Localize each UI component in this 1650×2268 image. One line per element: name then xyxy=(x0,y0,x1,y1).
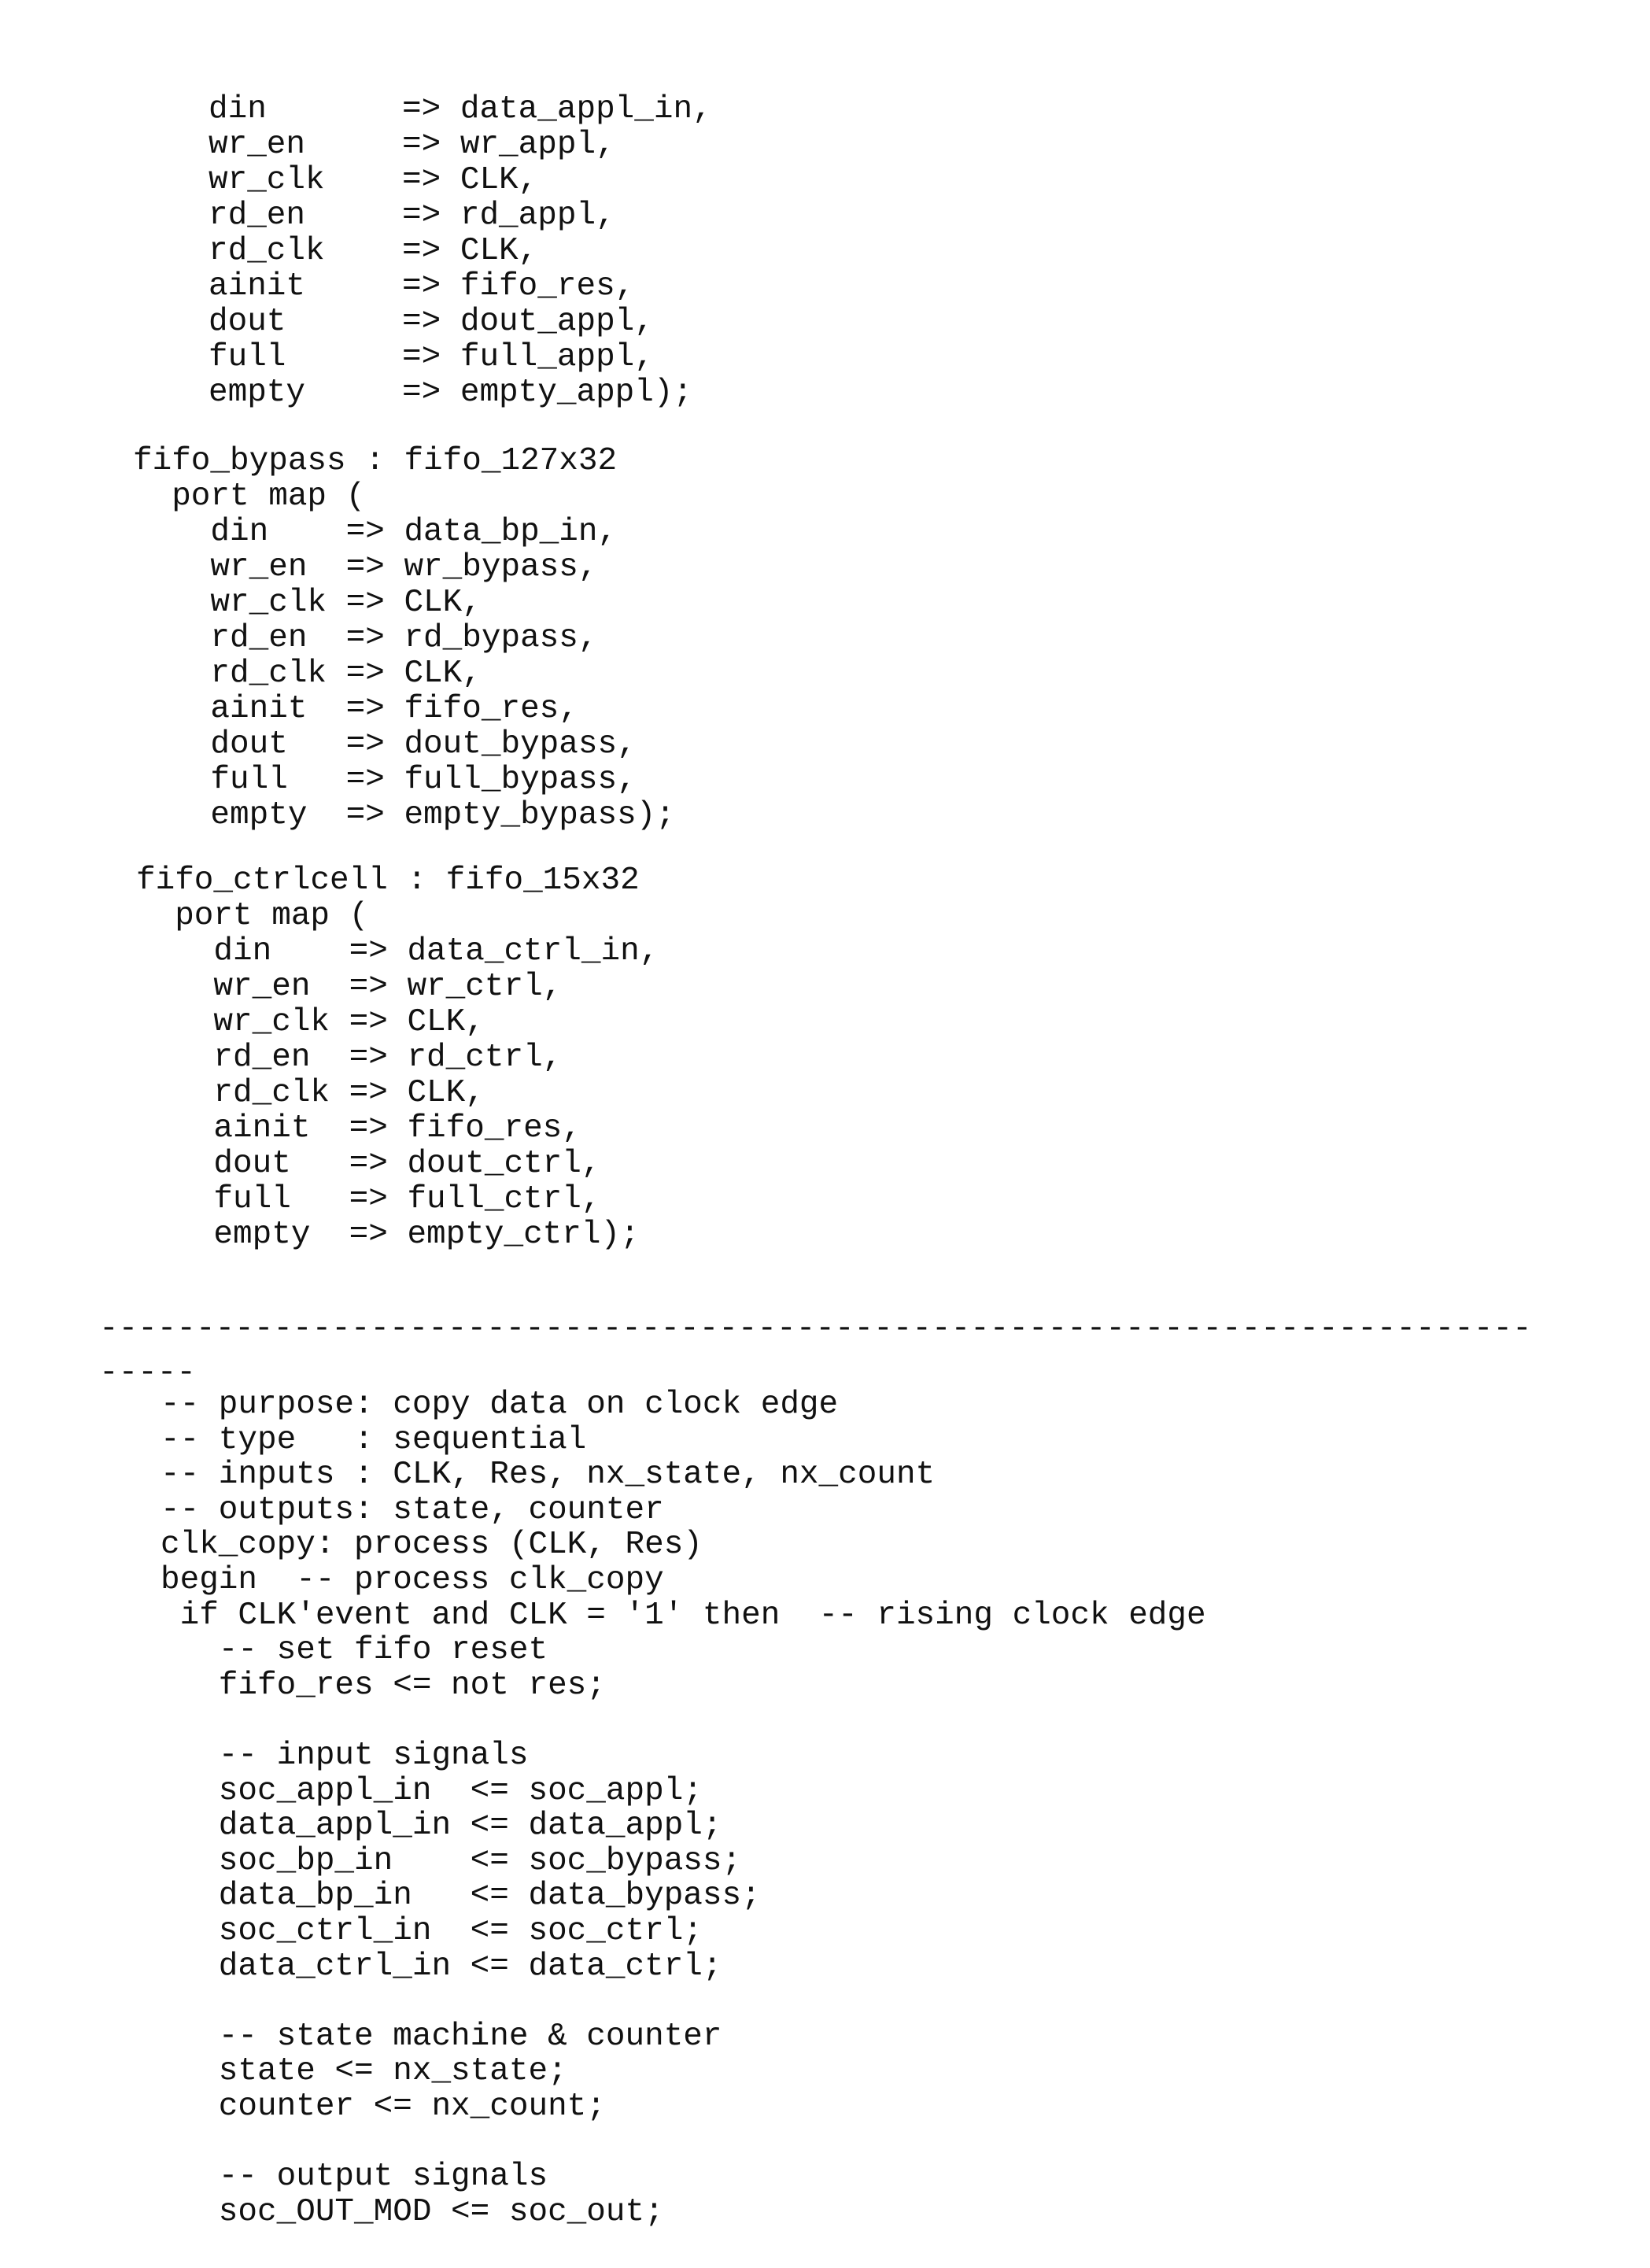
code-line xyxy=(161,1984,1206,2019)
code-line: -- type : sequential xyxy=(161,1423,1206,1458)
code-line: counter <= nx_count; xyxy=(161,2089,1206,2125)
code-line: wr_clk => CLK, xyxy=(209,163,712,198)
instance-header: fifo_ctrlcell : fifo_15x32 xyxy=(136,863,659,899)
code-line: wr_en => wr_bypass, xyxy=(133,550,675,585)
code-line: port map ( xyxy=(133,479,675,515)
code-line: -- input signals xyxy=(161,1738,1206,1774)
code-line: dout => dout_bypass, xyxy=(133,727,675,763)
code-line: -- inputs : CLK, Res, nx_state, nx_count xyxy=(161,1457,1206,1493)
fifo-appl-port-map xyxy=(209,92,712,411)
code-line: din => data_appl_in, xyxy=(209,92,712,127)
code-line: empty => empty_ctrl); xyxy=(136,1217,659,1253)
fifo-ctrlcell-instance xyxy=(136,863,659,1253)
code-line xyxy=(161,2124,1206,2159)
code-line: data_bp_in <= data_bypass; xyxy=(161,1878,1206,1914)
code-line: clk_copy: process (CLK, Res) xyxy=(161,1527,1206,1563)
code-line: rd_clk => CLK, xyxy=(209,234,712,269)
code-line: ainit => fifo_res, xyxy=(209,269,712,305)
code-line: soc_ctrl_in <= soc_ctrl; xyxy=(161,1914,1206,1949)
code-line: soc_bp_in <= soc_bypass; xyxy=(161,1844,1206,1879)
code-line: rd_en => rd_appl, xyxy=(209,198,712,234)
instance-header: fifo_bypass : fifo_127x32 xyxy=(133,444,675,479)
code-line: port map ( xyxy=(136,899,659,934)
code-line: soc_appl_in <= soc_appl; xyxy=(161,1774,1206,1809)
code-line: wr_en => wr_ctrl, xyxy=(136,970,659,1005)
code-line: -- set fifo reset xyxy=(161,1633,1206,1668)
code-line: empty => empty_bypass); xyxy=(133,798,675,833)
code-line: ainit => fifo_res, xyxy=(133,692,675,727)
code-line: -- purpose: copy data on clock edge xyxy=(161,1387,1206,1423)
separator-line: -------------------------------------------------------------------------- xyxy=(99,1312,1532,1356)
code-line: data_appl_in <= data_appl; xyxy=(161,1808,1206,1844)
code-line: data_ctrl_in <= data_ctrl; xyxy=(161,1949,1206,1985)
code-line: rd_en => rd_bypass, xyxy=(133,621,675,656)
code-line: wr_clk => CLK, xyxy=(133,585,675,621)
code-line: empty => empty_appl); xyxy=(209,375,712,411)
code-line: din => data_bp_in, xyxy=(133,515,675,550)
code-line: dout => dout_ctrl, xyxy=(136,1147,659,1182)
code-line: rd_en => rd_ctrl, xyxy=(136,1040,659,1076)
code-line: -- output signals xyxy=(161,2159,1206,2195)
code-line: -- state machine & counter xyxy=(161,2019,1206,2055)
code-line: fifo_res <= not res; xyxy=(161,1668,1206,1704)
code-line: rd_clk => CLK, xyxy=(136,1076,659,1111)
separator-line-wrap: ----- xyxy=(99,1356,1532,1400)
fifo-bypass-instance xyxy=(133,444,675,833)
code-line: soc_OUT_MOD <= soc_out; xyxy=(161,2195,1206,2230)
code-line: full => full_ctrl, xyxy=(136,1182,659,1217)
code-line: full => full_bypass, xyxy=(133,763,675,798)
code-line: wr_clk => CLK, xyxy=(136,1005,659,1040)
code-line: dout => dout_appl, xyxy=(209,305,712,340)
code-line: din => data_ctrl_in, xyxy=(136,934,659,970)
code-line: -- outputs: state, counter xyxy=(161,1493,1206,1528)
code-line: full => full_appl, xyxy=(209,340,712,375)
clk-copy-process xyxy=(161,1387,1206,2229)
code-line: if CLK'event and CLK = '1' then -- rising clock edge xyxy=(161,1598,1206,1634)
code-line xyxy=(161,1703,1206,1738)
code-line: state <= nx_state; xyxy=(161,2054,1206,2089)
code-line: begin -- process clk_copy xyxy=(161,1563,1206,1598)
code-line: rd_clk => CLK, xyxy=(133,656,675,692)
code-line: wr_en => wr_appl, xyxy=(209,127,712,163)
code-line: ainit => fifo_res, xyxy=(136,1111,659,1147)
